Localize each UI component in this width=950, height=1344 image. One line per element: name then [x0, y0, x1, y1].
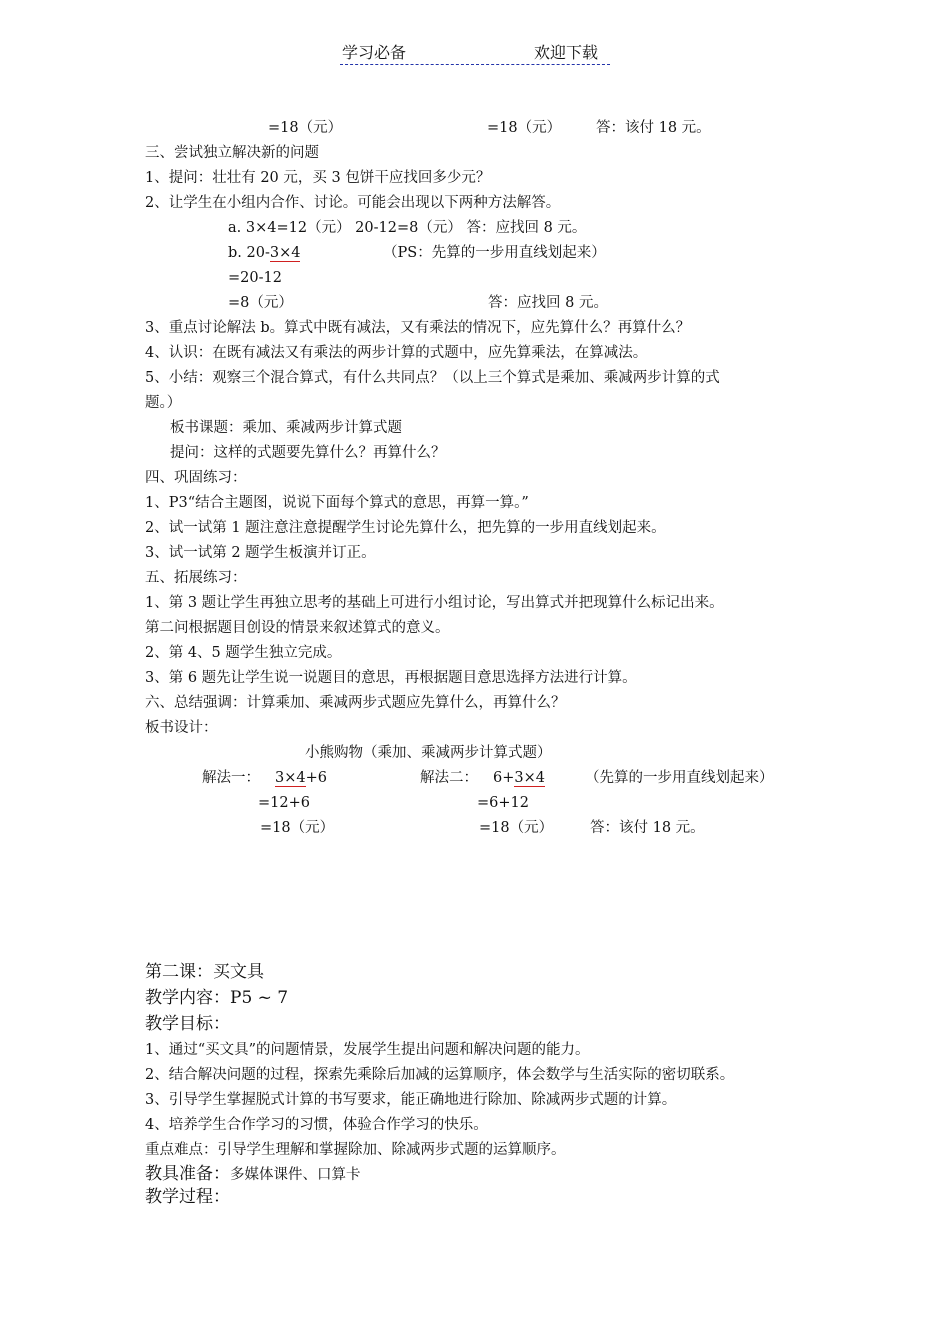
sec4-line-1: 1、P3“结合主题图，说说下面每个算式的意思，再算一算。” [145, 495, 529, 511]
sec5-line-2: 2、第 4、5 题学生独立完成。 [145, 645, 342, 661]
section-4-title: 四、巩固练习： [145, 470, 247, 486]
sec4-line-3: 3、试一试第 2 题学生板演并订正。 [145, 545, 376, 561]
method-1-underlined: 3×4 [275, 770, 306, 786]
tools-label: 教具准备： [145, 1164, 230, 1184]
method-b-step-1: =20-12 [228, 270, 282, 286]
sec3-line-5a: 5、小结：观察三个混合算式，有什么共同点？（以上三个算式是乘加、乘减两步计算的式 [145, 370, 720, 386]
top-step-1: =18（元） [268, 120, 343, 136]
top-answer: 答：该付 18 元。 [596, 120, 711, 136]
header-left: 学习必备 [342, 43, 407, 62]
page-header [340, 40, 610, 65]
goal-3: 3、引导学生掌握脱式计算的书写要求，能正确地进行除加、除减两步式题的计算。 [145, 1092, 677, 1108]
key-points: 重点难点：引导学生理解和掌握除加、除减两步式题的运算顺序。 [145, 1142, 566, 1158]
sec3-line-2: 2、让学生在小组内合作、讨论。可能会出现以下两种方法解答。 [145, 195, 561, 211]
method-b-prefix: b. 20- [228, 245, 270, 261]
method-1-expr [275, 768, 327, 788]
board-title: 板书课题：乘加、乘减两步计算式题 [170, 420, 402, 436]
method-b-answer: 答：应找回 8 元。 [488, 295, 608, 311]
tools-text: 多媒体课件、口算卡 [230, 1167, 361, 1183]
goal-1: 1、通过“买文具”的问题情景，发展学生提出问题和解决问题的能力。 [145, 1042, 590, 1058]
top-step-2: =18（元） [487, 120, 562, 136]
board-design-title: 小熊购物（乘加、乘减两步计算式题） [305, 745, 552, 761]
sec4-line-2: 2、试一试第 1 题注意注意提醒学生讨论先算什么，把先算的一步用直线划起来。 [145, 520, 666, 536]
design-answer: 答：该付 18 元。 [590, 820, 705, 836]
goal-4: 4、培养学生合作学习的习惯，体验合作学习的快乐。 [145, 1117, 488, 1133]
board-question: 提问：这样的式题要先算什么？再算什么？ [170, 445, 446, 461]
method-1-rest: +6 [305, 770, 327, 786]
section-6-title: 六、总结强调：计算乘加、乘减两步式题应先算什么，再算什么？ [145, 695, 566, 711]
method-b-note: （PS：先算的一步用直线划起来） [383, 245, 606, 261]
method-a: a. 3×4=12（元） 20-12=8（元） 答：应找回 8 元。 [228, 220, 587, 236]
method-b-step-2: =8（元） [228, 295, 293, 311]
teaching-process-label: 教学过程： [145, 1187, 230, 1207]
method-b [228, 243, 300, 263]
method-2-prefix: 6+ [493, 770, 515, 786]
method-1-step-2: =18（元） [260, 820, 335, 836]
goal-2: 2、结合解决问题的过程，探索先乘除后加减的运算顺序，体会数学与生活实际的密切联系。 [145, 1067, 735, 1083]
method-1-step-1: =12+6 [258, 795, 310, 811]
method-2-expr [493, 768, 545, 788]
lesson-2-content: 教学内容：P5 ~ 7 [145, 988, 289, 1008]
method-2-underlined: 3×4 [514, 770, 545, 786]
sec5-line-3: 3、第 6 题先让学生说一说题目的意思，再根据题目意思选择方法进行计算。 [145, 670, 637, 686]
sec5-line-1b: 第二问根据题目创设的情景来叙述算式的意义。 [145, 620, 450, 636]
method-2-step-2: =18（元） [479, 820, 554, 836]
section-3-title: 三、尝试独立解决新的问题 [145, 145, 319, 161]
board-design-label: 板书设计： [145, 720, 218, 736]
sec3-line-3: 3、重点讨论解法 b。算式中既有减法，又有乘法的情况下，应先算什么？再算什么？ [145, 320, 691, 336]
lesson-2-goals-label: 教学目标： [145, 1014, 230, 1034]
section-5-title: 五、拓展练习： [145, 570, 247, 586]
method-b-underlined: 3×4 [269, 245, 301, 261]
method-2-step-1: =6+12 [477, 795, 529, 811]
lesson-2-title: 第二课：买文具 [145, 962, 264, 982]
sec3-line-5b: 题。） [145, 395, 182, 411]
underline-note: （先算的一步用直线划起来） [585, 770, 774, 786]
method-2-label: 解法二： [420, 770, 478, 786]
method-1-label: 解法一： [202, 770, 260, 786]
tools-line [145, 1163, 361, 1185]
sec3-line-1: 1、提问：壮壮有 20 元，买 3 包饼干应找回多少元？ [145, 170, 491, 186]
sec5-line-1a: 1、第 3 题让学生再独立思考的基础上可进行小组讨论，写出算式并把现算什么标记出来。 [145, 595, 724, 611]
sec3-line-4: 4、认识：在既有减法又有乘法的两步计算的式题中，应先算乘法，在算减法。 [145, 345, 648, 361]
header-right: 欢迎下载 [534, 43, 599, 62]
